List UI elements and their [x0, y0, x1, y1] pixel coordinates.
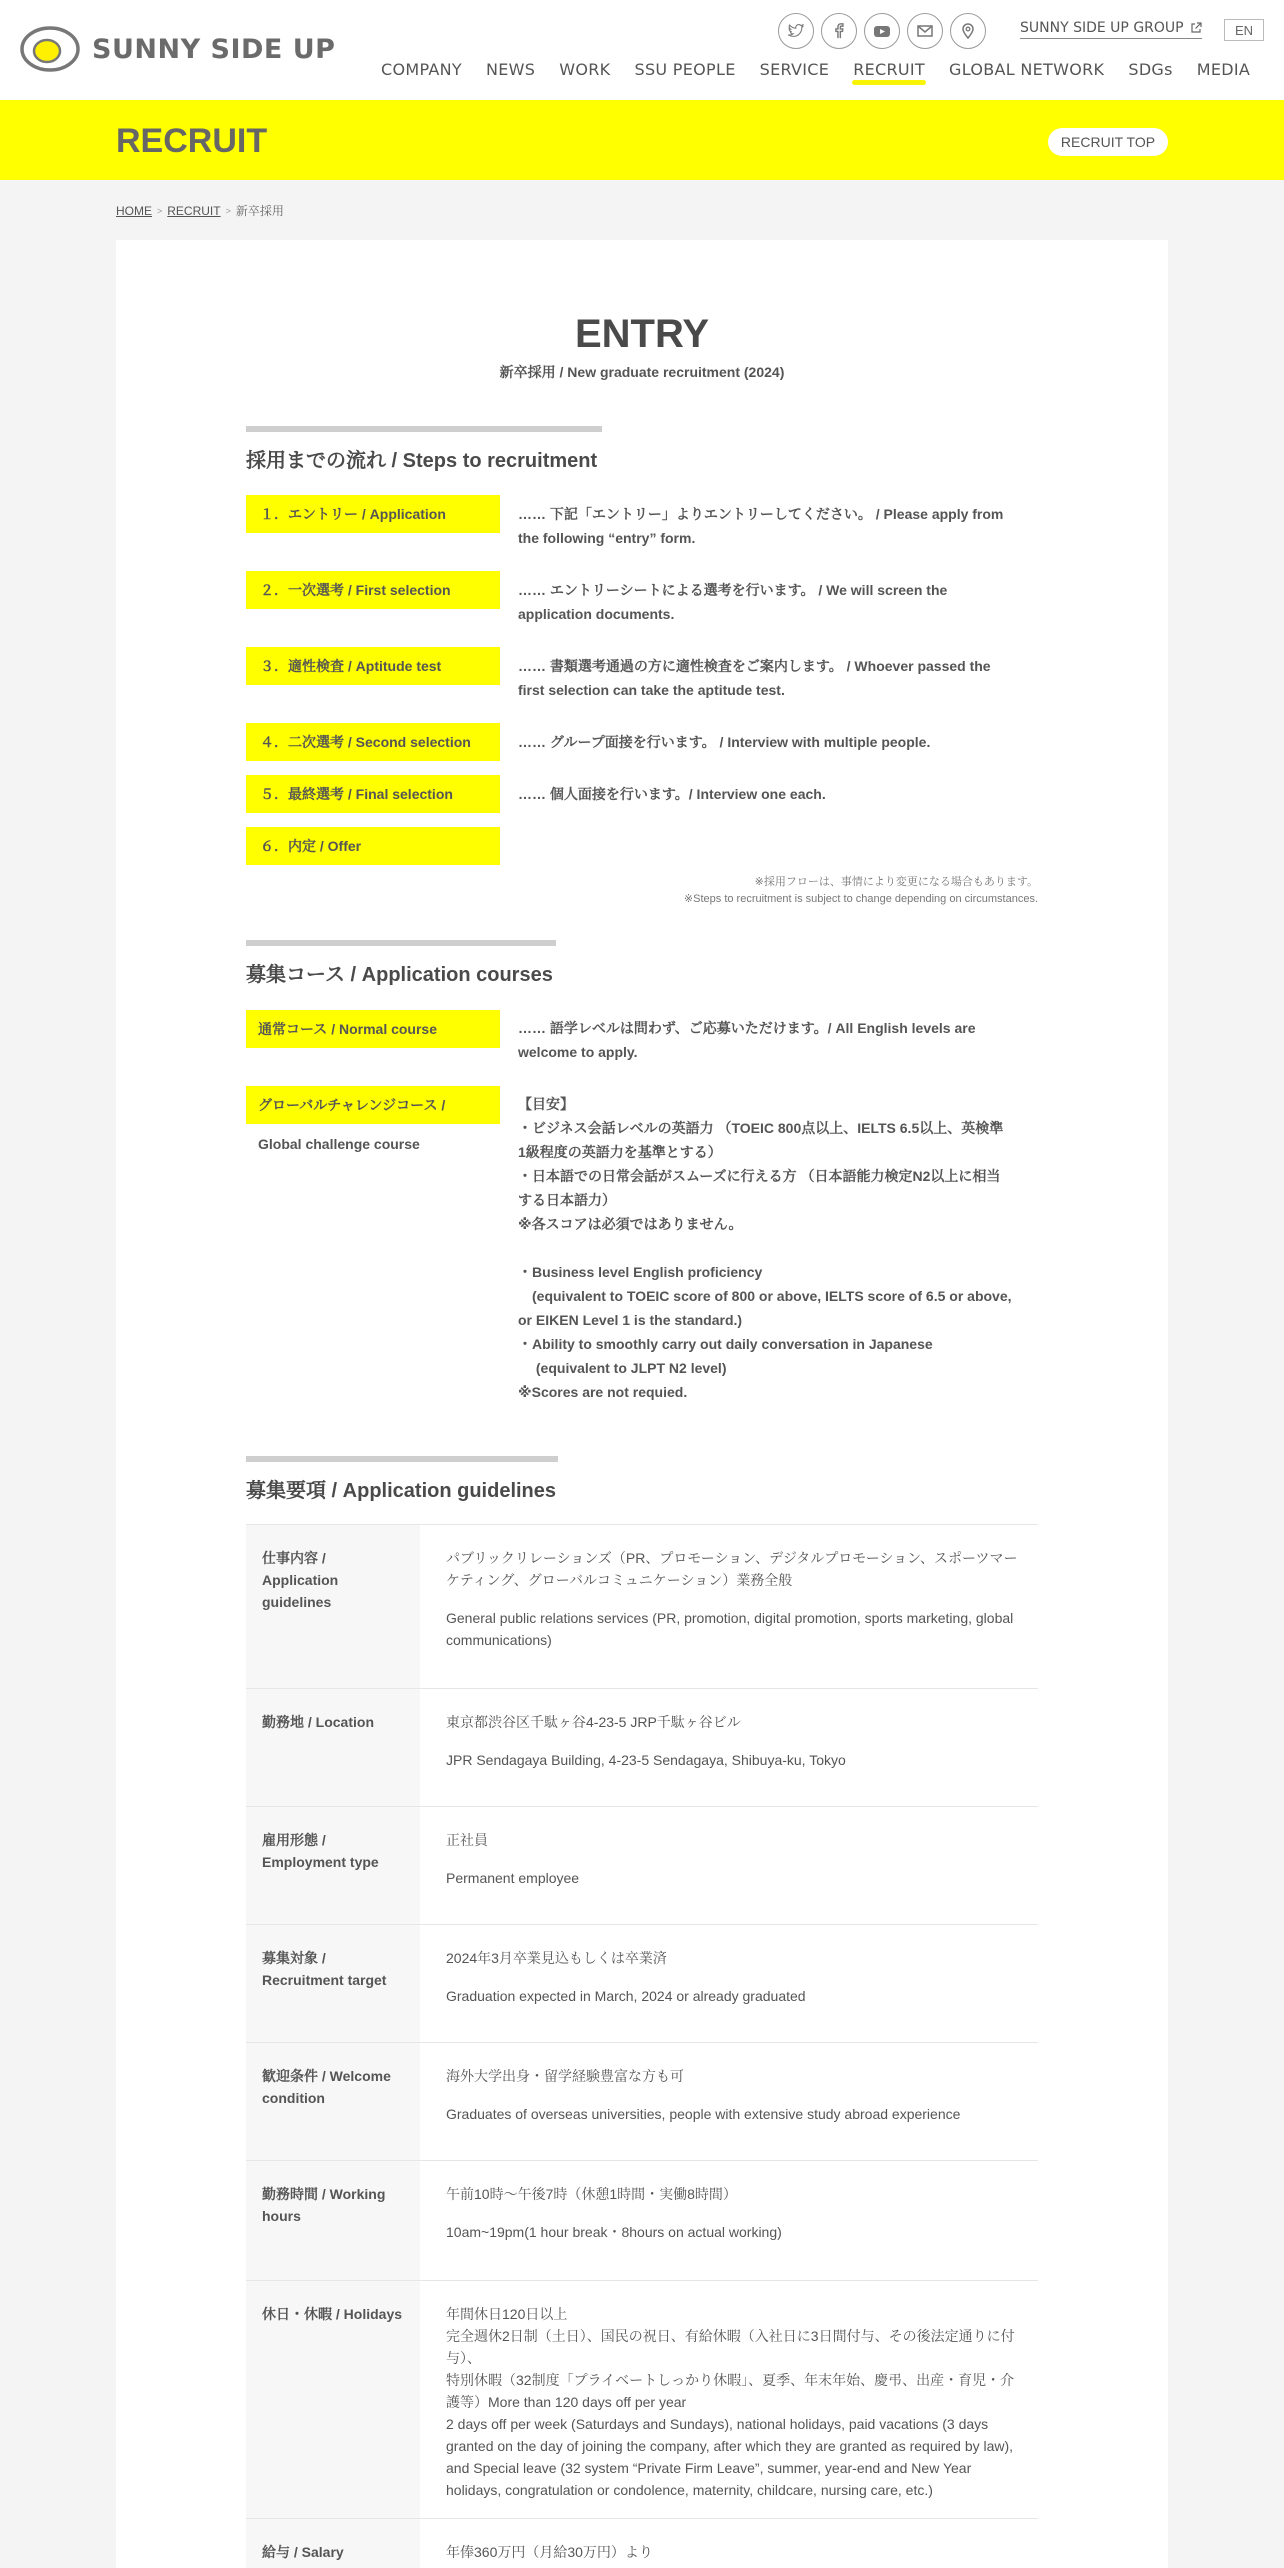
nav-news[interactable]: NEWS [485, 60, 536, 79]
nav-sdgs[interactable]: SDGs [1128, 60, 1173, 79]
row-header: 勤務時間 / Working hours [246, 2161, 420, 2280]
row-value: 2024年3月卒業見込もしくは卒業済 Graduation expected in March, 2024 or already graduated [446, 1950, 806, 2004]
row-header: 勤務地 / Location [246, 1689, 420, 1806]
nav-global-network[interactable]: GLOBAL NETWORK [949, 60, 1105, 79]
twitter-icon[interactable] [778, 13, 814, 49]
courses-heading: 募集コース / Application courses [246, 964, 553, 986]
table-row [246, 2280, 1038, 2518]
nav-media[interactable]: MEDIA [1196, 60, 1251, 79]
site-logo[interactable] [20, 26, 335, 72]
map-pin-icon[interactable] [950, 13, 986, 49]
row-value: 午前10時～午後7時（休憩1時間・実働8時間） 10am~19pm(1 hour break・8hours on actual working) [446, 2186, 782, 2240]
breadcrumb-home[interactable]: HOME [116, 203, 152, 218]
row-header: 募集対象 / Recruitment target [246, 1925, 420, 2042]
steps-note-en: ※Steps to recruitment is subject to change depending on circumstances. [683, 893, 1038, 905]
table-row [246, 2160, 1038, 2280]
group-site-link[interactable] [1020, 20, 1202, 39]
row-value: パブリックリレーションズ（PR、プロモーション、デジタルプロモーション、スポーツマーケティング、グローバルコミュニケーション）業務全般 General public relations services (PR, promotion, digital promotion, sports marketing, global communications) [446, 1550, 1018, 1648]
nav-ssu-people[interactable]: SSU PEOPLE [634, 60, 736, 79]
step-label-4: ４．二次選考 / Second selection [246, 723, 500, 761]
step-label-6: ６．内定 / Offer [246, 827, 500, 865]
row-value: 年間休日120日以上 完全週休2日制（土日）、国民の祝日、有給休暇（入社日に3日間付与、その後法定通りに付与）、 特別休暇（32制度「プライベートしっかり休暇」、夏季、年末年始、慶弔、出産・育児・介護等）More than 120 days off per year 2 days off per week (Saturdays and Sundays), national holidays, paid vacations (3 days granted on the day of joining the company, after which they are granted as required by law), and Special leave (32 system “Private Firm Leave”, summer, year-end and New Year holidays, congratulation or condolence, maternity, childcare, nursing care, etc.) [446, 2306, 1015, 2498]
nav-service[interactable]: SERVICE [759, 60, 830, 79]
table-row [246, 1524, 1038, 1688]
course-desc-global: 【目安】 ・ビジネス会話レベルの英語力 （TOEIC 800点以上、IELTS 6.5以上、英検準 1級程度の英語力を基準とする） ・日本語での日常会話がスムーズに行える方 （日本語能力検定N2以上に相当 する日本語力） ※各スコアは必須ではありません。 ・Business level English proficiency (equivalent to TOEIC score of 800 or above, IELTS score of 6.5 or above, or EIKEN Level 1 is the standard.) ・Ability to smoothly carry out daily conversation in Japanese (equivalent to JLPT N2 level) ※Scores are not requied. [518, 1096, 1012, 1400]
course-desc-normal: …… 語学レベルは問わず、ご応募いただけます。/ All English levels are welcome to apply. [518, 1020, 976, 1060]
entry-subtitle: 新卒採用 / New graduate recruitment (2024) [499, 364, 785, 380]
site-header [0, 0, 1284, 100]
section-divider [246, 426, 602, 432]
row-header: 給与 / Salary [246, 2519, 420, 2568]
table-row [246, 2518, 1038, 2568]
external-link-icon [1190, 22, 1202, 34]
row-header: 仕事内容 / Application guidelines [246, 1525, 420, 1688]
steps-note-ja: ※採用フローは、事情により変更になる場合もあります。 [754, 876, 1038, 888]
entry-title: ENTRY [574, 312, 710, 356]
page-banner [0, 100, 1284, 180]
row-value: 正社員 Permanent employee [446, 1832, 580, 1886]
row-value: 東京都渋谷区千駄ヶ谷4-23-5 JRP千駄ヶ谷ビル JPR Sendagaya Building, 4-23-5 Sendagaya, Shibuya-ku, Tokyo [446, 1714, 846, 1768]
egg-logo-icon [20, 26, 80, 72]
table-row [246, 1688, 1038, 1806]
row-header: 休日・休暇 / Holidays [246, 2281, 420, 2518]
breadcrumb [116, 202, 284, 219]
table-row [246, 1806, 1038, 1924]
guidelines-heading: 募集要項 / Application guidelines [246, 1480, 557, 1502]
section-divider [246, 1456, 558, 1462]
page-title: RECRUIT [116, 122, 268, 160]
recruit-top-button[interactable]: RECRUIT TOP [1048, 128, 1168, 156]
row-value: 年俸360万円（月給30万円）より [446, 2544, 653, 2560]
nav-work[interactable]: WORK [559, 60, 611, 79]
breadcrumb-separator-icon: > [225, 205, 231, 216]
row-header: 歓迎条件 / Welcome condition [246, 2043, 420, 2160]
mail-icon[interactable] [907, 13, 943, 49]
step-label-2: ２．一次選考 / First selection [246, 571, 500, 609]
brand-name: SUNNY SIDE UP [92, 33, 336, 65]
language-switch-button[interactable]: EN [1224, 19, 1264, 41]
step-desc-4: …… グループ面接を行います。 / Interview with multiple people. [518, 734, 931, 750]
step-label-3: ３．適性検査 / Aptitude test [246, 647, 500, 685]
nav-recruit[interactable]: RECRUIT [853, 60, 926, 79]
course-label-global: グローバルチャレンジコース / [246, 1086, 500, 1124]
breadcrumb-recruit[interactable]: RECRUIT [167, 203, 221, 218]
course-label-normal: 通常コース / Normal course [246, 1010, 500, 1048]
breadcrumb-current: 新卒採用 [235, 204, 284, 218]
facebook-icon[interactable] [821, 13, 857, 49]
youtube-icon[interactable] [864, 13, 900, 49]
steps-heading: 採用までの流れ / Steps to recruitment [246, 450, 598, 472]
breadcrumb-separator-icon: > [157, 205, 163, 216]
global-nav [380, 60, 1251, 79]
row-value: 海外大学出身・留学経験豊富な方も可 Graduates of overseas universities, people with extensive study abroad experience [446, 2068, 961, 2122]
row-header: 雇用形態 / Employment type [246, 1807, 420, 1924]
step-desc-2: …… エントリーシートによる選考を行います。 / We will screen the application documents. [518, 582, 948, 622]
step-label-5: ５．最終選考 / Final selection [246, 775, 500, 813]
course-label-global-en: Global challenge course [258, 1136, 420, 1152]
nav-company[interactable]: COMPANY [381, 60, 462, 79]
step-desc-3: …… 書類選考通過の方に適性検査をご案内します。 / Whoever passed the first selection can take the aptitude test. [518, 658, 991, 698]
step-desc-5: …… 個人面接を行います。/ Interview one each. [518, 786, 826, 802]
section-divider [246, 940, 556, 946]
step-desc-1: …… 下記「エントリー」よりエントリーしてください。 / Please apply from the following “entry” form. [518, 506, 1004, 546]
social-links [778, 13, 986, 49]
table-row [246, 2042, 1038, 2160]
step-label-1: １．エントリー / Application [246, 495, 500, 533]
group-link-label: SUNNY SIDE UP GROUP [1020, 20, 1184, 36]
table-row [246, 1924, 1038, 2042]
content-card [116, 240, 1168, 2568]
